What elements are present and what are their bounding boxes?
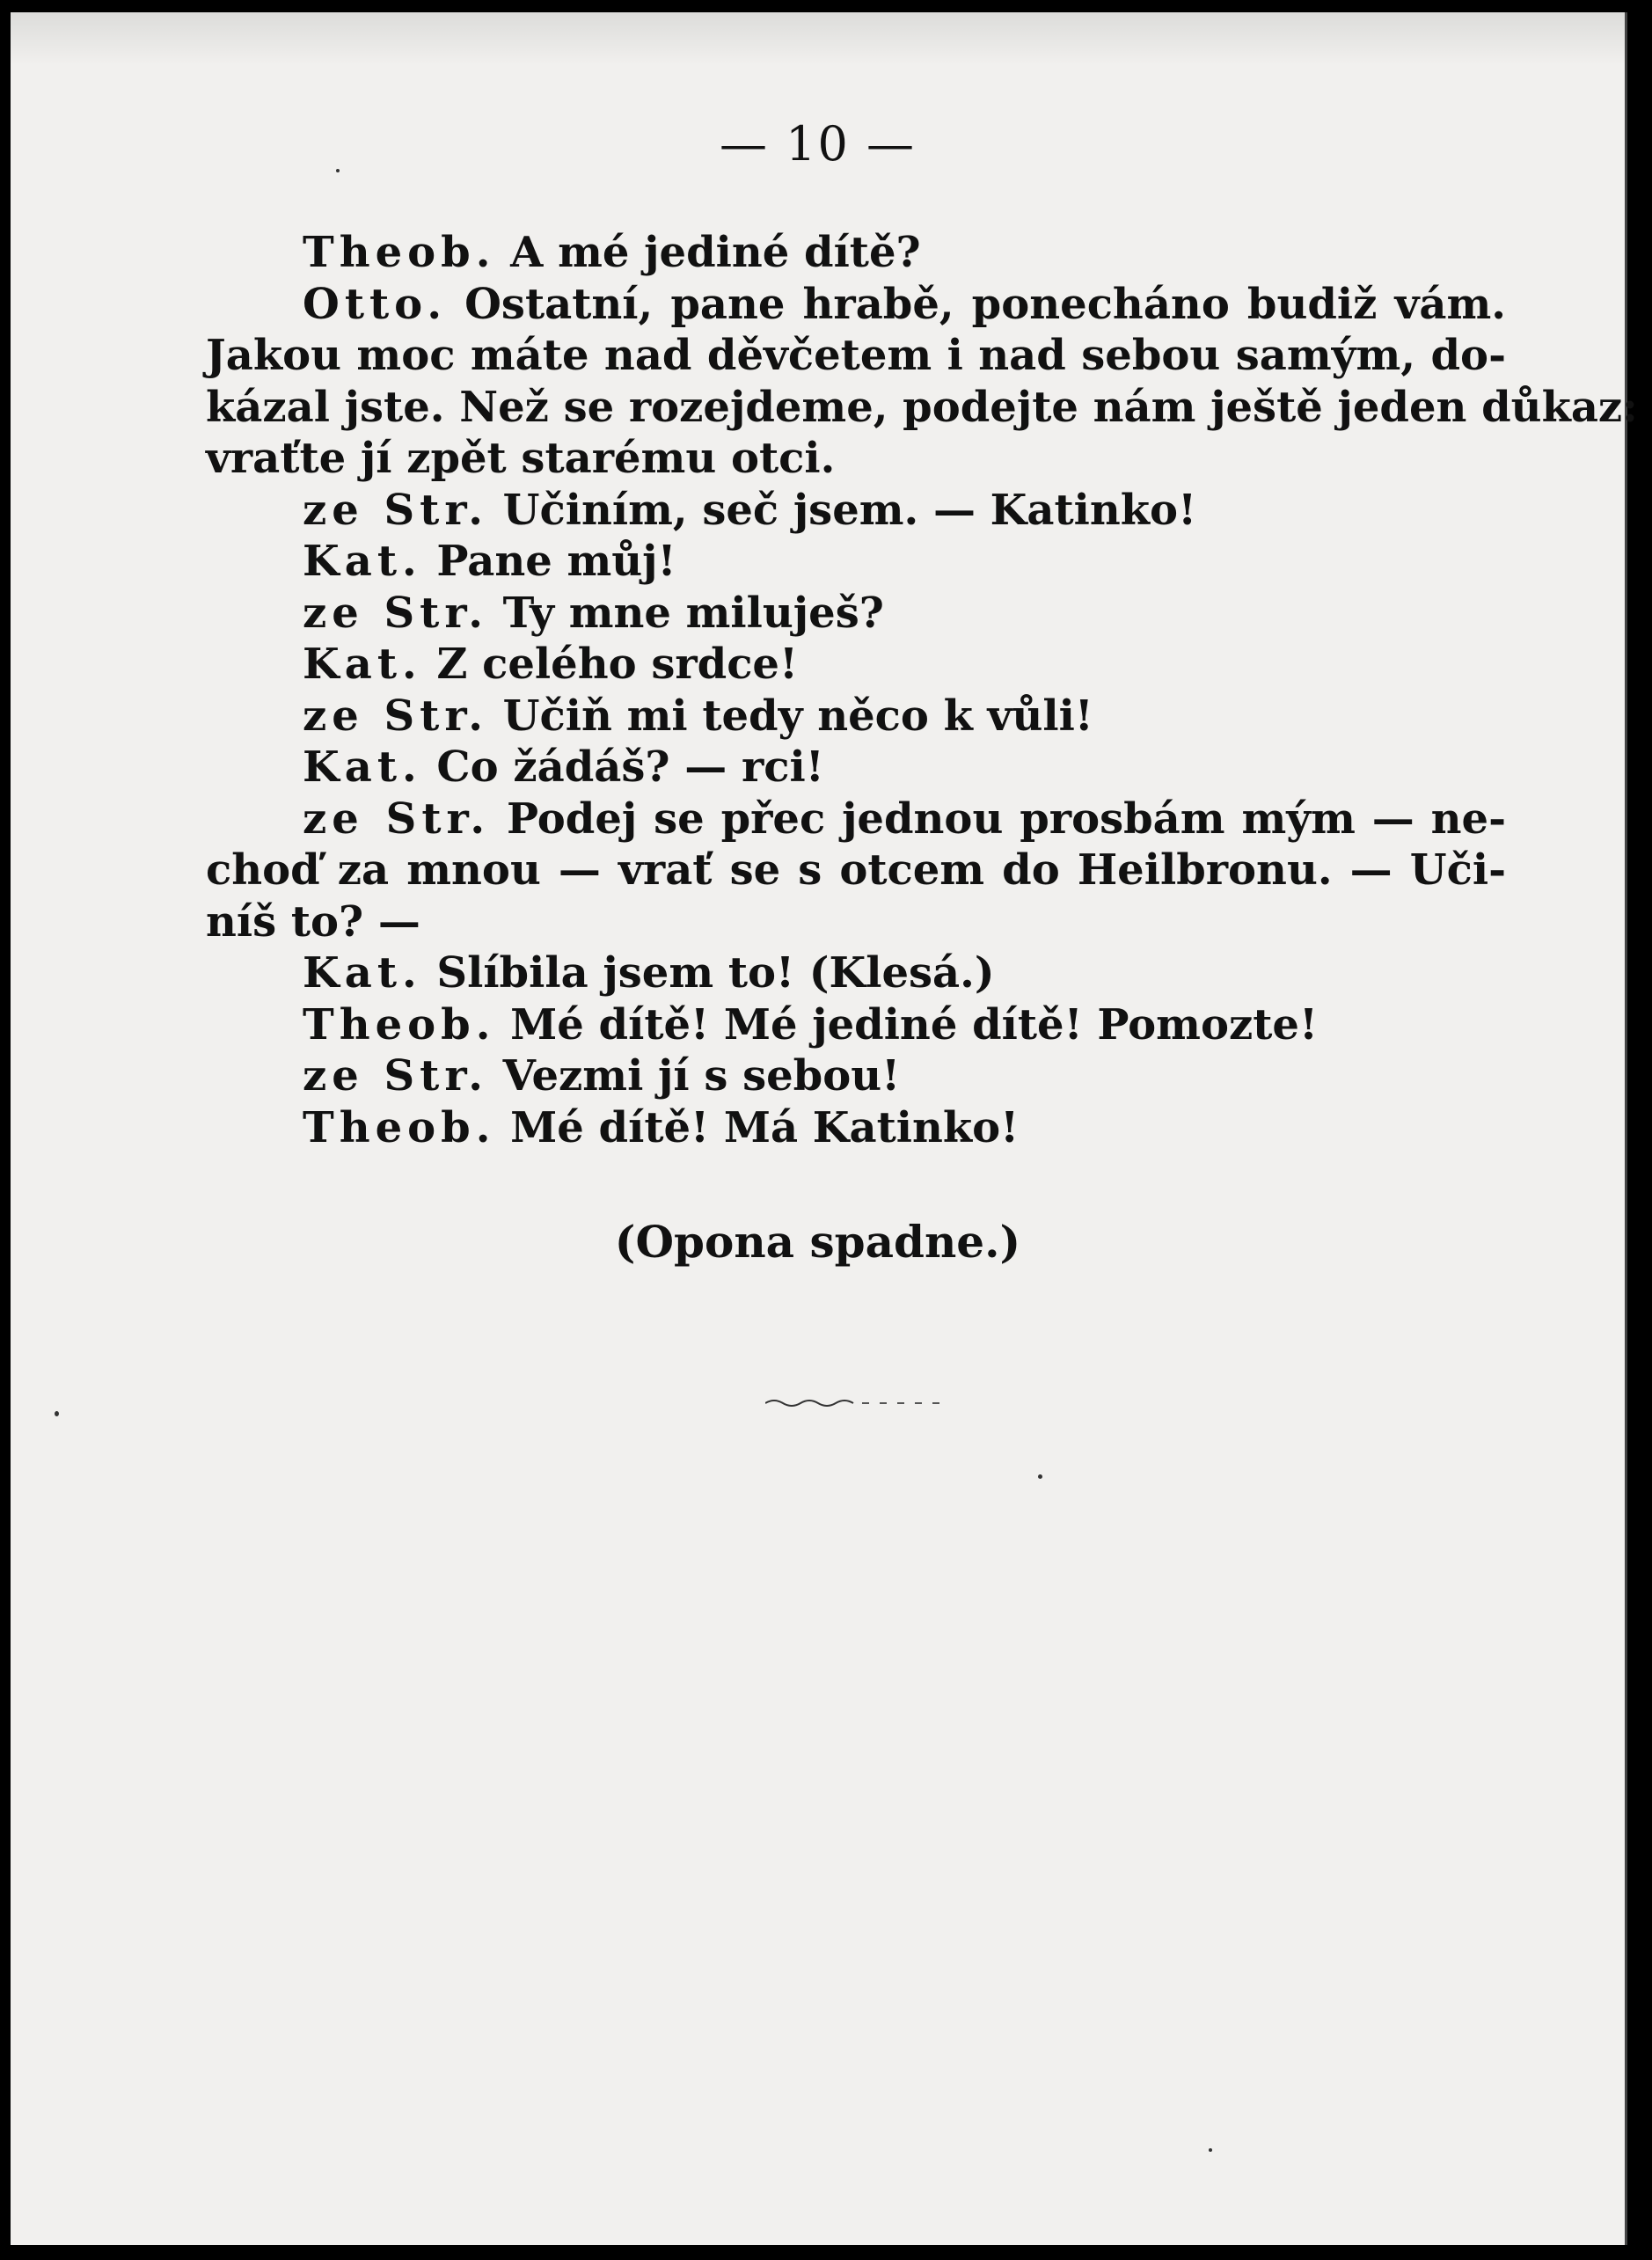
dialogue-line	[206, 794, 1506, 845]
line-text: Ty mne miluješ?	[487, 588, 884, 638]
end-ornament	[765, 1398, 950, 1407]
line-text: A mé jediné dítě?	[495, 228, 921, 277]
book-page	[11, 12, 1638, 2245]
play-text	[206, 227, 1638, 1153]
line-text: Učiním, seč jsem. — Katinko!	[487, 485, 1197, 535]
speaker-name: Theob.	[303, 228, 496, 277]
dialogue-line	[206, 588, 1506, 640]
line-text: Mé dítě! Má Katinko!	[495, 1102, 1020, 1152]
line-text: Jakou moc máte nad děvčetem i nad sebou samým, do-	[206, 331, 1506, 380]
speaker-name: ze Str.	[303, 588, 488, 638]
dialogue-line	[206, 485, 1506, 537]
dialogue-line	[206, 845, 1506, 896]
stage-direction: (Opona spadne.)	[614, 1216, 1021, 1268]
dialogue-line	[206, 691, 1506, 742]
speaker-name: ze Str.	[303, 691, 488, 741]
line-text: Vezmi jí s sebou!	[487, 1051, 901, 1101]
dialogue-line	[206, 639, 1506, 691]
dialogue-line	[206, 1102, 1506, 1154]
speaker-name: Kat.	[303, 948, 422, 998]
scan-speck	[1209, 2148, 1212, 2152]
dialogue-line	[206, 947, 1506, 999]
line-text: Slíbila jsem to! (Klesá.)	[421, 948, 995, 998]
line-text: Z celého srdce!	[421, 640, 799, 689]
speaker-name: ze Str.	[303, 794, 491, 844]
line-text: Učiň mi tedy něco k vůli!	[487, 691, 1093, 741]
line-text: níš to? —	[206, 896, 420, 947]
line-text: Podej se přec jednou prosbám mým — ne-	[490, 794, 1507, 844]
scan-speck	[336, 169, 340, 172]
speaker-name: ze Str.	[303, 485, 488, 535]
line-text: Mé dítě! Mé jediné dítě! Pomozte!	[495, 999, 1319, 1050]
speaker-name: Kat.	[303, 537, 422, 586]
scan-speck	[55, 1411, 59, 1416]
line-text: vraťte jí zpět starému otci.	[206, 434, 836, 483]
dialogue-line	[206, 382, 1638, 434]
line-text: choď za mnou — vrať se s otcem do Heilbronu. — Uči-	[206, 845, 1506, 895]
dialogue-line	[206, 1050, 1506, 1102]
speaker-name: Kat.	[303, 742, 422, 792]
speaker-name: Theob.	[303, 1102, 496, 1152]
dialogue-line	[206, 279, 1506, 331]
page-number: — 10 —	[719, 116, 917, 172]
line-text: Ostatní, pane hrabě, ponecháno budiž vám.	[447, 279, 1506, 329]
line-text: kázal jste. Než se rozejdeme, podejte nám ještě jeden důkaz:	[206, 382, 1638, 432]
speaker-name: Otto.	[303, 279, 448, 329]
scan-speck	[1038, 1474, 1042, 1479]
speaker-name: ze Str.	[303, 1051, 488, 1101]
line-text: Pane můj!	[421, 537, 676, 586]
dialogue-line	[206, 330, 1506, 382]
speaker-name: Kat.	[303, 640, 422, 689]
scan-shading	[11, 12, 1625, 65]
dialogue-line	[206, 536, 1506, 588]
dialogue-line	[206, 433, 1506, 485]
dialogue-line	[206, 999, 1506, 1051]
dialogue-line	[206, 742, 1506, 794]
line-text: Co žádáš? — rci!	[421, 742, 824, 792]
dialogue-line	[206, 896, 1506, 948]
speaker-name: Theob.	[303, 999, 496, 1050]
dialogue-line	[206, 227, 1506, 279]
